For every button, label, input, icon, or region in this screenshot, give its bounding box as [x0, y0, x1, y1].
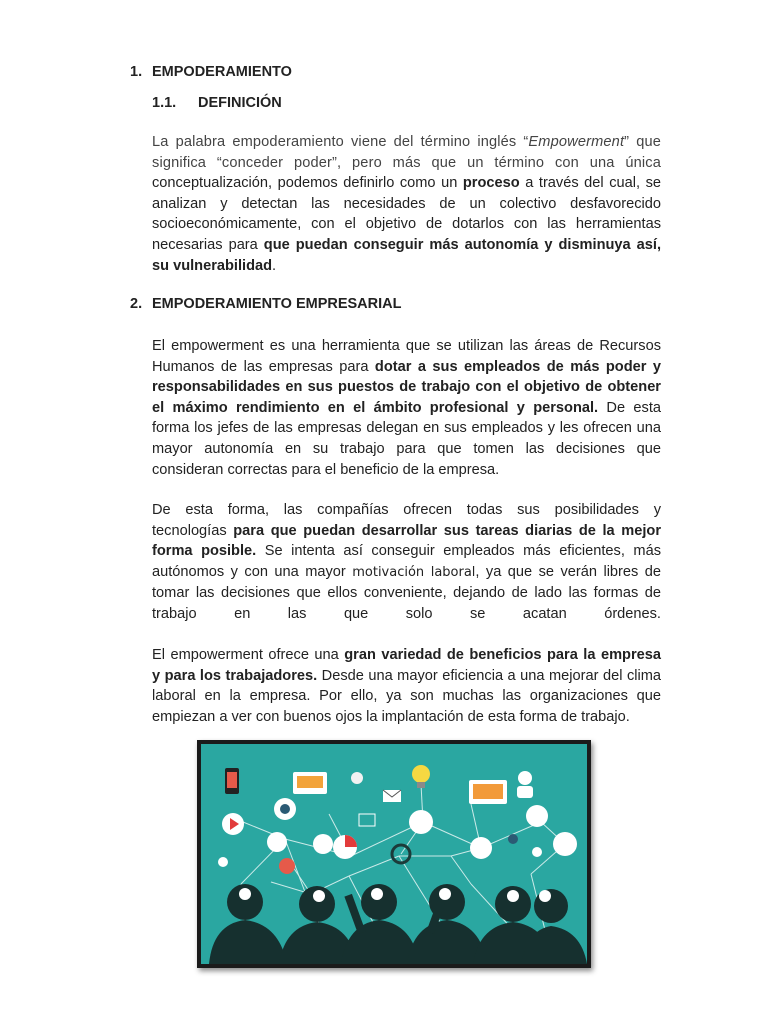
definition-paragraph [152, 132, 661, 276]
def-line-2: significa “conceder poder”, pero más que un término con una única [152, 154, 661, 171]
laptop-screen [473, 784, 503, 799]
p2-text: autónomos y con una mayor [152, 563, 353, 580]
p2-text: , ya que se verán libres de [475, 563, 662, 580]
def-line-4: analizan y detectan las necesidades de un colectivo desfavorecido [152, 195, 661, 212]
p2-text: tecnologías [152, 522, 234, 539]
p3-text: El empowerment ofrece una [152, 647, 345, 663]
def-bold: su vulnerabilidad [152, 257, 273, 274]
person-body [517, 786, 533, 798]
alert-icon [279, 858, 295, 874]
p1-text: De esta [598, 399, 661, 416]
p2-line [152, 521, 661, 542]
section-2-heading [130, 296, 401, 312]
def-text: necesarias para [152, 236, 264, 253]
p1-text: Humanos de las empresas para [152, 358, 375, 375]
section-1-number: 1. [130, 64, 143, 80]
satellite-icon [351, 772, 363, 784]
p3-text: Desde una mayor eficiencia a una mejorar del clima [317, 667, 661, 684]
def-bold: proceso [462, 175, 520, 192]
p1-line: forma los jefes de las empresas delegan en sus empleados y les ofrecen una [152, 420, 661, 437]
p3-line: laboral en la empresa. Por ello, ya son muchas las organizaciones que [152, 688, 661, 705]
def-line-5: socioeconómicamente, con el objetivo de dotarlos con las herramientas [152, 216, 661, 233]
p1-line [152, 377, 661, 398]
subsection-1-1-heading [152, 95, 282, 111]
p2-line: De esta forma, las compañías ofrecen todas sus posibilidades y [152, 502, 661, 518]
p2-bold: para que puedan desarrollar sus tareas diarias de la mejor [233, 522, 661, 539]
cloud-small-icon [532, 847, 542, 857]
p2-line: tomar las decisiones que ellos conveniente, dejando de lado las formas de [152, 585, 661, 602]
p1-line: El empowerment es una herramienta que se utilizan las áreas de Recursos [152, 338, 661, 354]
gear-small-icon [508, 834, 518, 844]
p2-line [152, 562, 661, 584]
section-1-heading [130, 64, 292, 80]
subsection-1-1-number: 1.1. [152, 95, 177, 111]
p1-line [152, 357, 661, 378]
envelope-bubble-icon [526, 805, 548, 827]
p1-bold: el máximo rendimiento en el ámbito profesional y personal. [152, 399, 599, 416]
paragraph-1 [152, 336, 661, 480]
def-text: a través del cual, se [519, 175, 661, 192]
def-bold: que puedan conseguir más autonomía y disminuya así, [263, 236, 661, 253]
paragraph-3 [152, 645, 661, 727]
p1-bold: dotar a sus empleados de más poder y [374, 358, 662, 375]
monitor-screen [297, 776, 323, 788]
empowerment-term: Empowerment [528, 134, 625, 150]
def-line-6 [152, 235, 661, 256]
p1-line: consideran correctas para el beneficio de la empresa. [152, 461, 500, 478]
paragraph-2 [152, 500, 661, 625]
lightbulb-icon [412, 765, 430, 783]
def-line-1 [152, 132, 661, 153]
lightbulb-base [417, 782, 425, 788]
p2-highlight: motivación laboral [352, 564, 476, 580]
chart-bubble-icon [313, 834, 333, 854]
empowerment-illustration [197, 740, 591, 968]
p1-line: mayor autonomía en su trabajo para que tomen las decisiones que [152, 440, 661, 457]
phone-screen [227, 772, 237, 788]
def-text: . [272, 257, 277, 274]
def-text: La palabra empoderamiento viene del término inglés “ [152, 134, 529, 150]
p2-line [152, 541, 661, 562]
p2-line: trabajo en las que solo se acatan órdenes. [152, 605, 661, 622]
section-2-number: 2. [130, 296, 143, 312]
p3-line [152, 645, 661, 666]
def-line-7 [152, 256, 661, 277]
key-icon [267, 832, 287, 852]
p1-line [152, 398, 661, 419]
section-2-title: EMPODERAMIENTO EMPRESARIAL [152, 296, 402, 312]
p3-line [152, 666, 661, 687]
subsection-1-1-title: DEFINICIÓN [198, 95, 282, 111]
def-line-3 [152, 173, 661, 194]
p2-text: Se intenta así conseguir empleados más eficientes, más [256, 543, 661, 560]
gear-center [280, 804, 290, 814]
bar-chart-icon [359, 814, 375, 826]
section-1-title: EMPODERAMIENTO [152, 64, 292, 80]
node-dot [218, 857, 228, 867]
def-text: conceptualización, podemos definirlo como un [152, 175, 463, 192]
def-text: ” que [624, 134, 661, 150]
p3-bold: y para los trabajadores. [152, 667, 318, 684]
globe-icon [470, 837, 492, 859]
p3-line: empiezan a ver con buenos ojos la implantación de esta forma de trabajo. [152, 708, 630, 725]
p1-bold: responsabilidades en sus puestos de trabajo con el objetivo de obtener [152, 379, 661, 396]
cloud-icon [553, 832, 577, 856]
person-icon [518, 771, 532, 785]
network-people-graphic [201, 744, 587, 964]
p3-bold: gran variedad de beneficios para la empresa [344, 647, 661, 663]
p2-bold: forma posible. [152, 543, 257, 560]
chat-icon [409, 810, 433, 834]
